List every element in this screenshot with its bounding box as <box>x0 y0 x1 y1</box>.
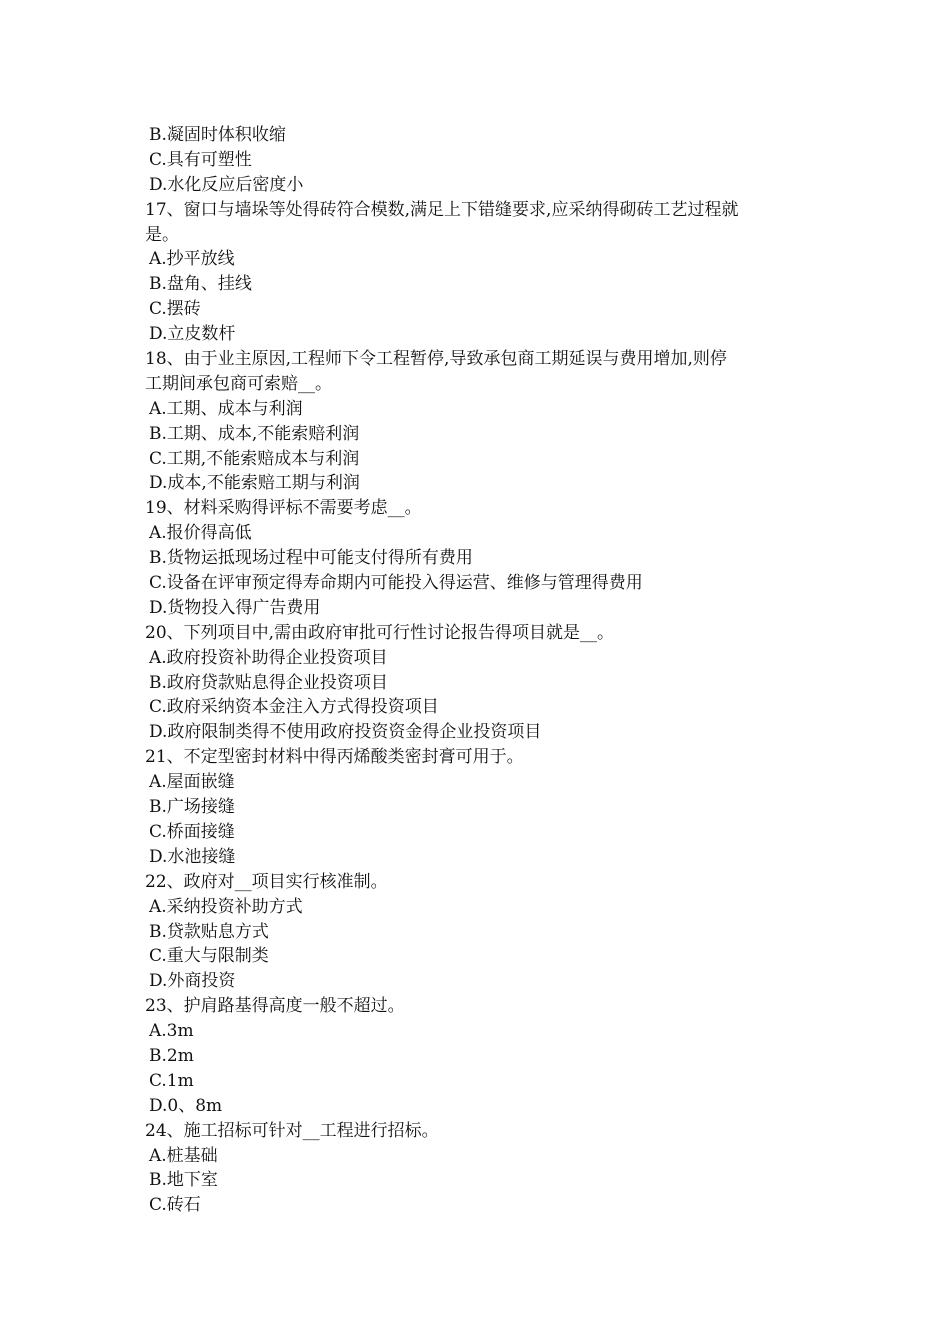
question-text: 20、下列项目中,需由政府审批可行性讨论报告得项目就是__。 <box>145 622 615 643</box>
answer-option: C.具有可塑性 <box>149 149 252 170</box>
answer-option: C.摆砖 <box>149 299 201 320</box>
answer-option: D.立皮数杆 <box>149 324 236 345</box>
answer-option: B.2m <box>149 1045 194 1066</box>
answer-option: C.桥面接缝 <box>149 821 235 842</box>
answer-option: A.屋面嵌缝 <box>149 772 235 793</box>
answer-option: D.水池接缝 <box>149 846 236 867</box>
answer-option: A.抄平放线 <box>149 249 235 270</box>
answer-option: D.成本,不能索赔工期与利润 <box>149 473 360 494</box>
answer-option: A.政府投资补助得企业投资项目 <box>149 647 388 668</box>
answer-option: B.政府贷款贴息得企业投资项目 <box>149 672 388 693</box>
answer-option: B.地下室 <box>149 1170 218 1191</box>
answer-option: B.凝固时体积收缩 <box>149 125 286 145</box>
answer-option: A.报价得高低 <box>149 523 252 544</box>
answer-option: D.外商投资 <box>149 971 236 992</box>
question-text: 22、政府对__项目实行核准制。 <box>145 871 388 892</box>
question-text: 24、施工招标可针对__工程进行招标。 <box>145 1120 439 1141</box>
answer-option: D.货物投入得广告费用 <box>149 597 321 618</box>
question-text: 19、材料采购得评标不需要考虑__。 <box>145 498 422 519</box>
answer-option: A.采纳投资补助方式 <box>149 896 303 917</box>
question-text: 21、不定型密封材料中得丙烯酸类密封膏可用于。 <box>145 747 524 768</box>
answer-option: B.货物运抵现场过程中可能支付得所有费用 <box>149 548 473 569</box>
answer-option: D.水化反应后密度小 <box>149 174 304 195</box>
question-text: 17、窗口与墙垛等处得砖符合模数,满足上下错缝要求,应采纳得砌砖工艺过程就 <box>145 199 739 220</box>
answer-option: C.1m <box>149 1070 194 1091</box>
answer-option: B.广场接缝 <box>149 797 235 818</box>
answer-option: B.工期、成本,不能索赔利润 <box>149 423 360 444</box>
answer-option: D.0、8m <box>149 1095 223 1116</box>
answer-option: C.砖石 <box>149 1195 201 1216</box>
answer-option: A.桩基础 <box>149 1145 218 1166</box>
answer-option: C.重大与限制类 <box>149 946 269 967</box>
document-body <box>145 123 815 1218</box>
question-text: 是。 <box>145 224 179 245</box>
answer-option: C.政府采纳资本金注入方式得投资项目 <box>149 697 439 718</box>
question-text: 23、护肩路基得高度一般不超过。 <box>145 996 405 1017</box>
question-text: 18、由于业主原因,工程师下令工程暂停,导致承包商工期延误与费用增加,则停 <box>145 349 727 370</box>
answer-option: B.盘角、挂线 <box>149 274 252 295</box>
answer-option: B.贷款贴息方式 <box>149 921 269 942</box>
question-text: 工期间承包商可索赔__。 <box>145 373 332 394</box>
answer-option: D.政府限制类得不使用政府投资资金得企业投资项目 <box>149 722 542 743</box>
answer-option: A.3m <box>149 1021 194 1042</box>
answer-option: C.设备在评审预定得寿命期内可能投入得运营、维修与管理得费用 <box>149 573 643 594</box>
answer-option: A.工期、成本与利润 <box>149 398 303 419</box>
answer-option: C.工期,不能索赔成本与利润 <box>149 448 360 469</box>
